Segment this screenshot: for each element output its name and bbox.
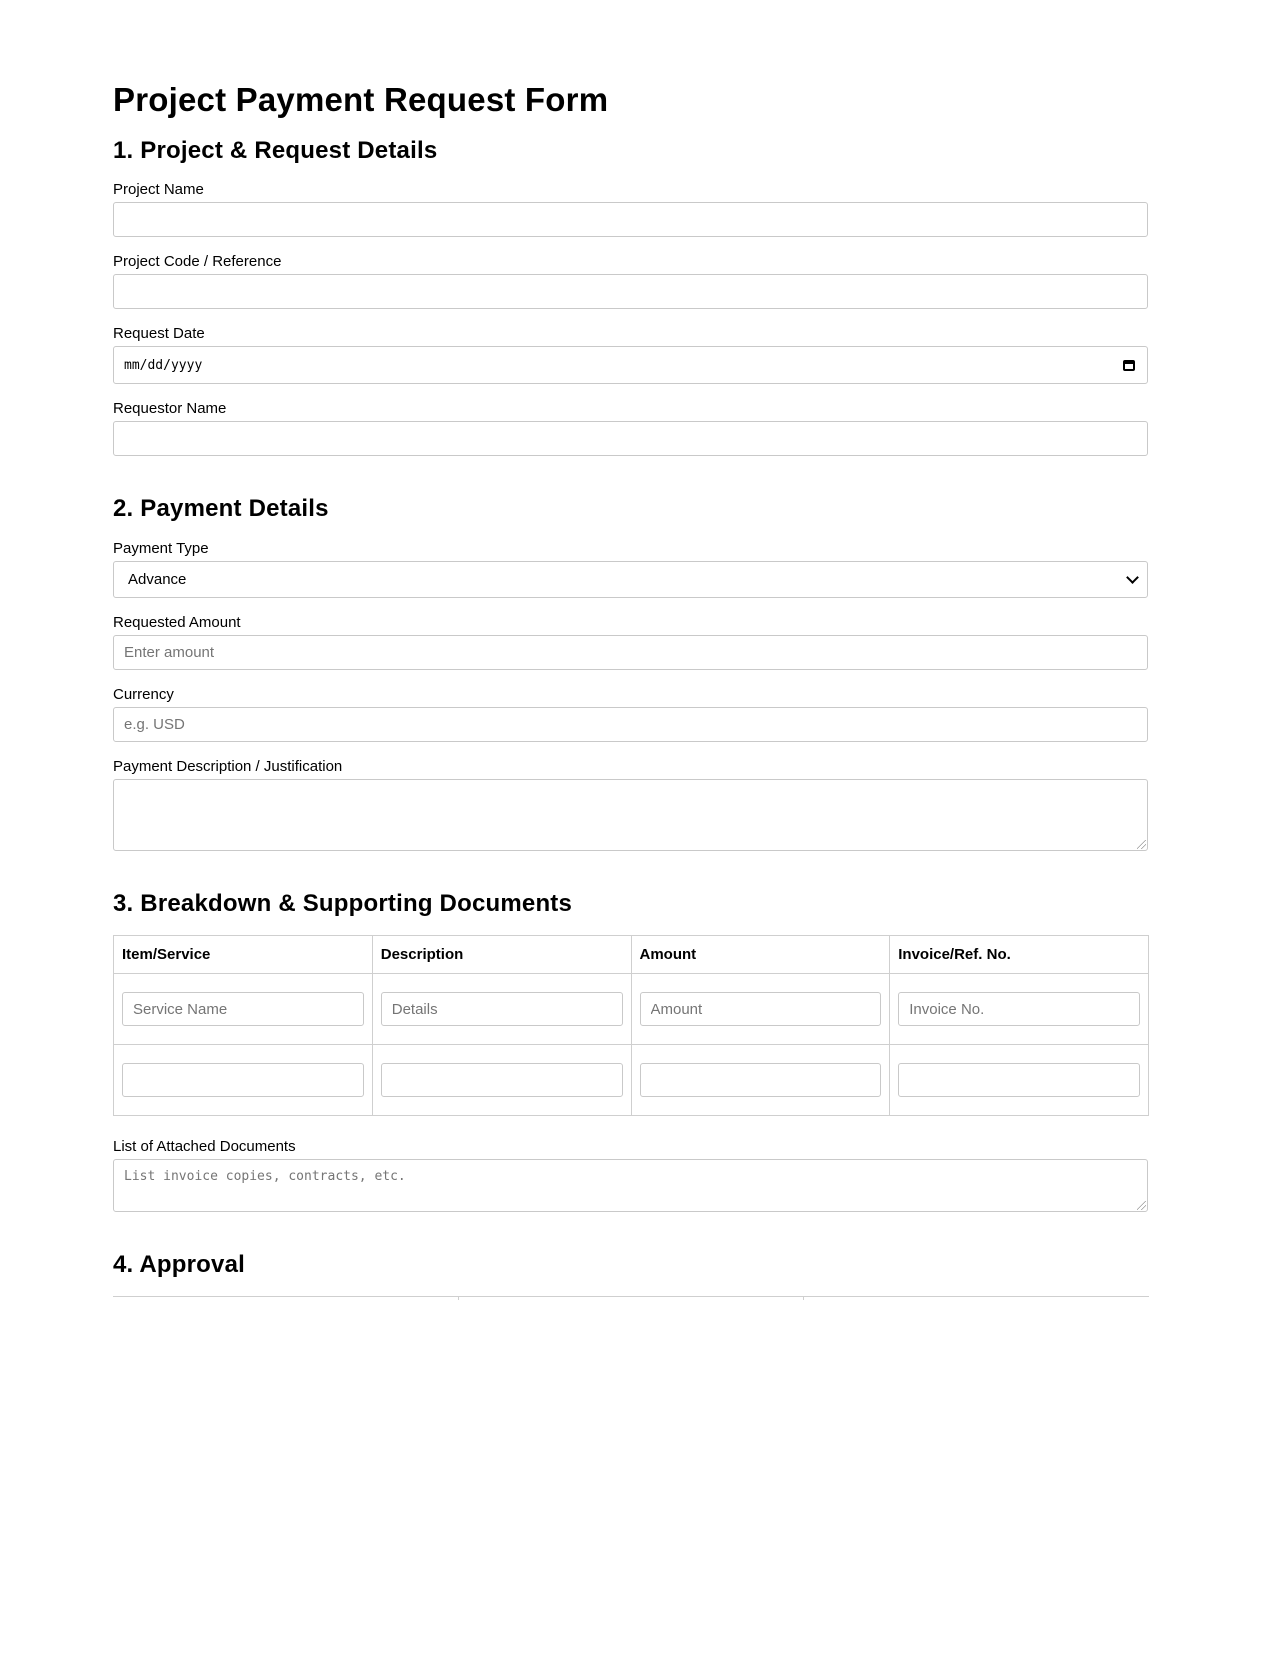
approval-column-divider <box>804 1296 1149 1300</box>
description-input[interactable] <box>381 1063 623 1097</box>
request-date-value: mm/dd/yyyy <box>124 357 203 373</box>
approval-column-divider <box>459 1296 805 1300</box>
description-input[interactable] <box>381 992 623 1026</box>
table-row <box>114 974 1149 1045</box>
table-cell <box>631 974 890 1045</box>
attached-documents-textarea[interactable] <box>113 1159 1148 1212</box>
invoice-no-input[interactable] <box>898 1063 1140 1097</box>
request-date-input[interactable] <box>113 346 1148 384</box>
table-header-row <box>114 936 1149 974</box>
request-date-label: Request Date <box>113 325 205 342</box>
chevron-down-icon <box>1126 571 1139 584</box>
section-heading-approval: 4. Approval <box>113 1251 246 1278</box>
section-heading-project-details: 1. Project & Request Details <box>113 137 438 164</box>
invoice-no-input[interactable] <box>898 992 1140 1026</box>
project-code-input[interactable] <box>113 274 1148 309</box>
amount-input[interactable] <box>640 1063 882 1097</box>
column-header-description: Description <box>372 936 631 974</box>
resize-handle-icon[interactable] <box>1137 840 1146 849</box>
payment-description-textarea[interactable] <box>113 779 1148 851</box>
amount-input[interactable] <box>640 992 882 1026</box>
project-code-label: Project Code / Reference <box>113 253 282 270</box>
column-header-item-service: Item/Service <box>114 936 373 974</box>
approval-table-top-border <box>113 1296 1149 1297</box>
table-cell <box>114 1045 373 1116</box>
resize-handle-icon[interactable] <box>1137 1201 1146 1210</box>
calendar-icon[interactable] <box>1123 360 1135 371</box>
currency-label: Currency <box>113 686 174 703</box>
project-name-label: Project Name <box>113 181 204 198</box>
table-cell <box>372 1045 631 1116</box>
table-cell <box>890 1045 1149 1116</box>
requestor-name-label: Requestor Name <box>113 400 227 417</box>
attached-documents-label: List of Attached Documents <box>113 1138 296 1155</box>
section-heading-payment-details: 2. Payment Details <box>113 495 329 522</box>
payment-description-wrapper <box>113 779 1148 851</box>
column-header-amount: Amount <box>631 936 890 974</box>
payment-type-label: Payment Type <box>113 540 209 557</box>
table-cell <box>631 1045 890 1116</box>
breakdown-table <box>113 935 1149 1116</box>
project-name-input[interactable] <box>113 202 1148 237</box>
item-service-input[interactable] <box>122 992 364 1026</box>
currency-input[interactable] <box>113 707 1148 742</box>
section-heading-breakdown: 3. Breakdown & Supporting Documents <box>113 890 573 917</box>
approval-column-divider <box>113 1296 459 1300</box>
payment-description-label: Payment Description / Justification <box>113 758 343 775</box>
table-cell <box>372 974 631 1045</box>
requested-amount-label: Requested Amount <box>113 614 241 631</box>
payment-type-select[interactable] <box>113 561 1148 598</box>
item-service-input[interactable] <box>122 1063 364 1097</box>
table-cell <box>890 974 1149 1045</box>
column-header-invoice-ref: Invoice/Ref. No. <box>890 936 1149 974</box>
table-row <box>114 1045 1149 1116</box>
payment-type-selected-value: Advance <box>128 571 187 588</box>
requestor-name-input[interactable] <box>113 421 1148 456</box>
attached-documents-wrapper <box>113 1159 1148 1212</box>
form-title: Project Payment Request Form <box>113 81 609 118</box>
table-cell <box>114 974 373 1045</box>
requested-amount-input[interactable] <box>113 635 1148 670</box>
